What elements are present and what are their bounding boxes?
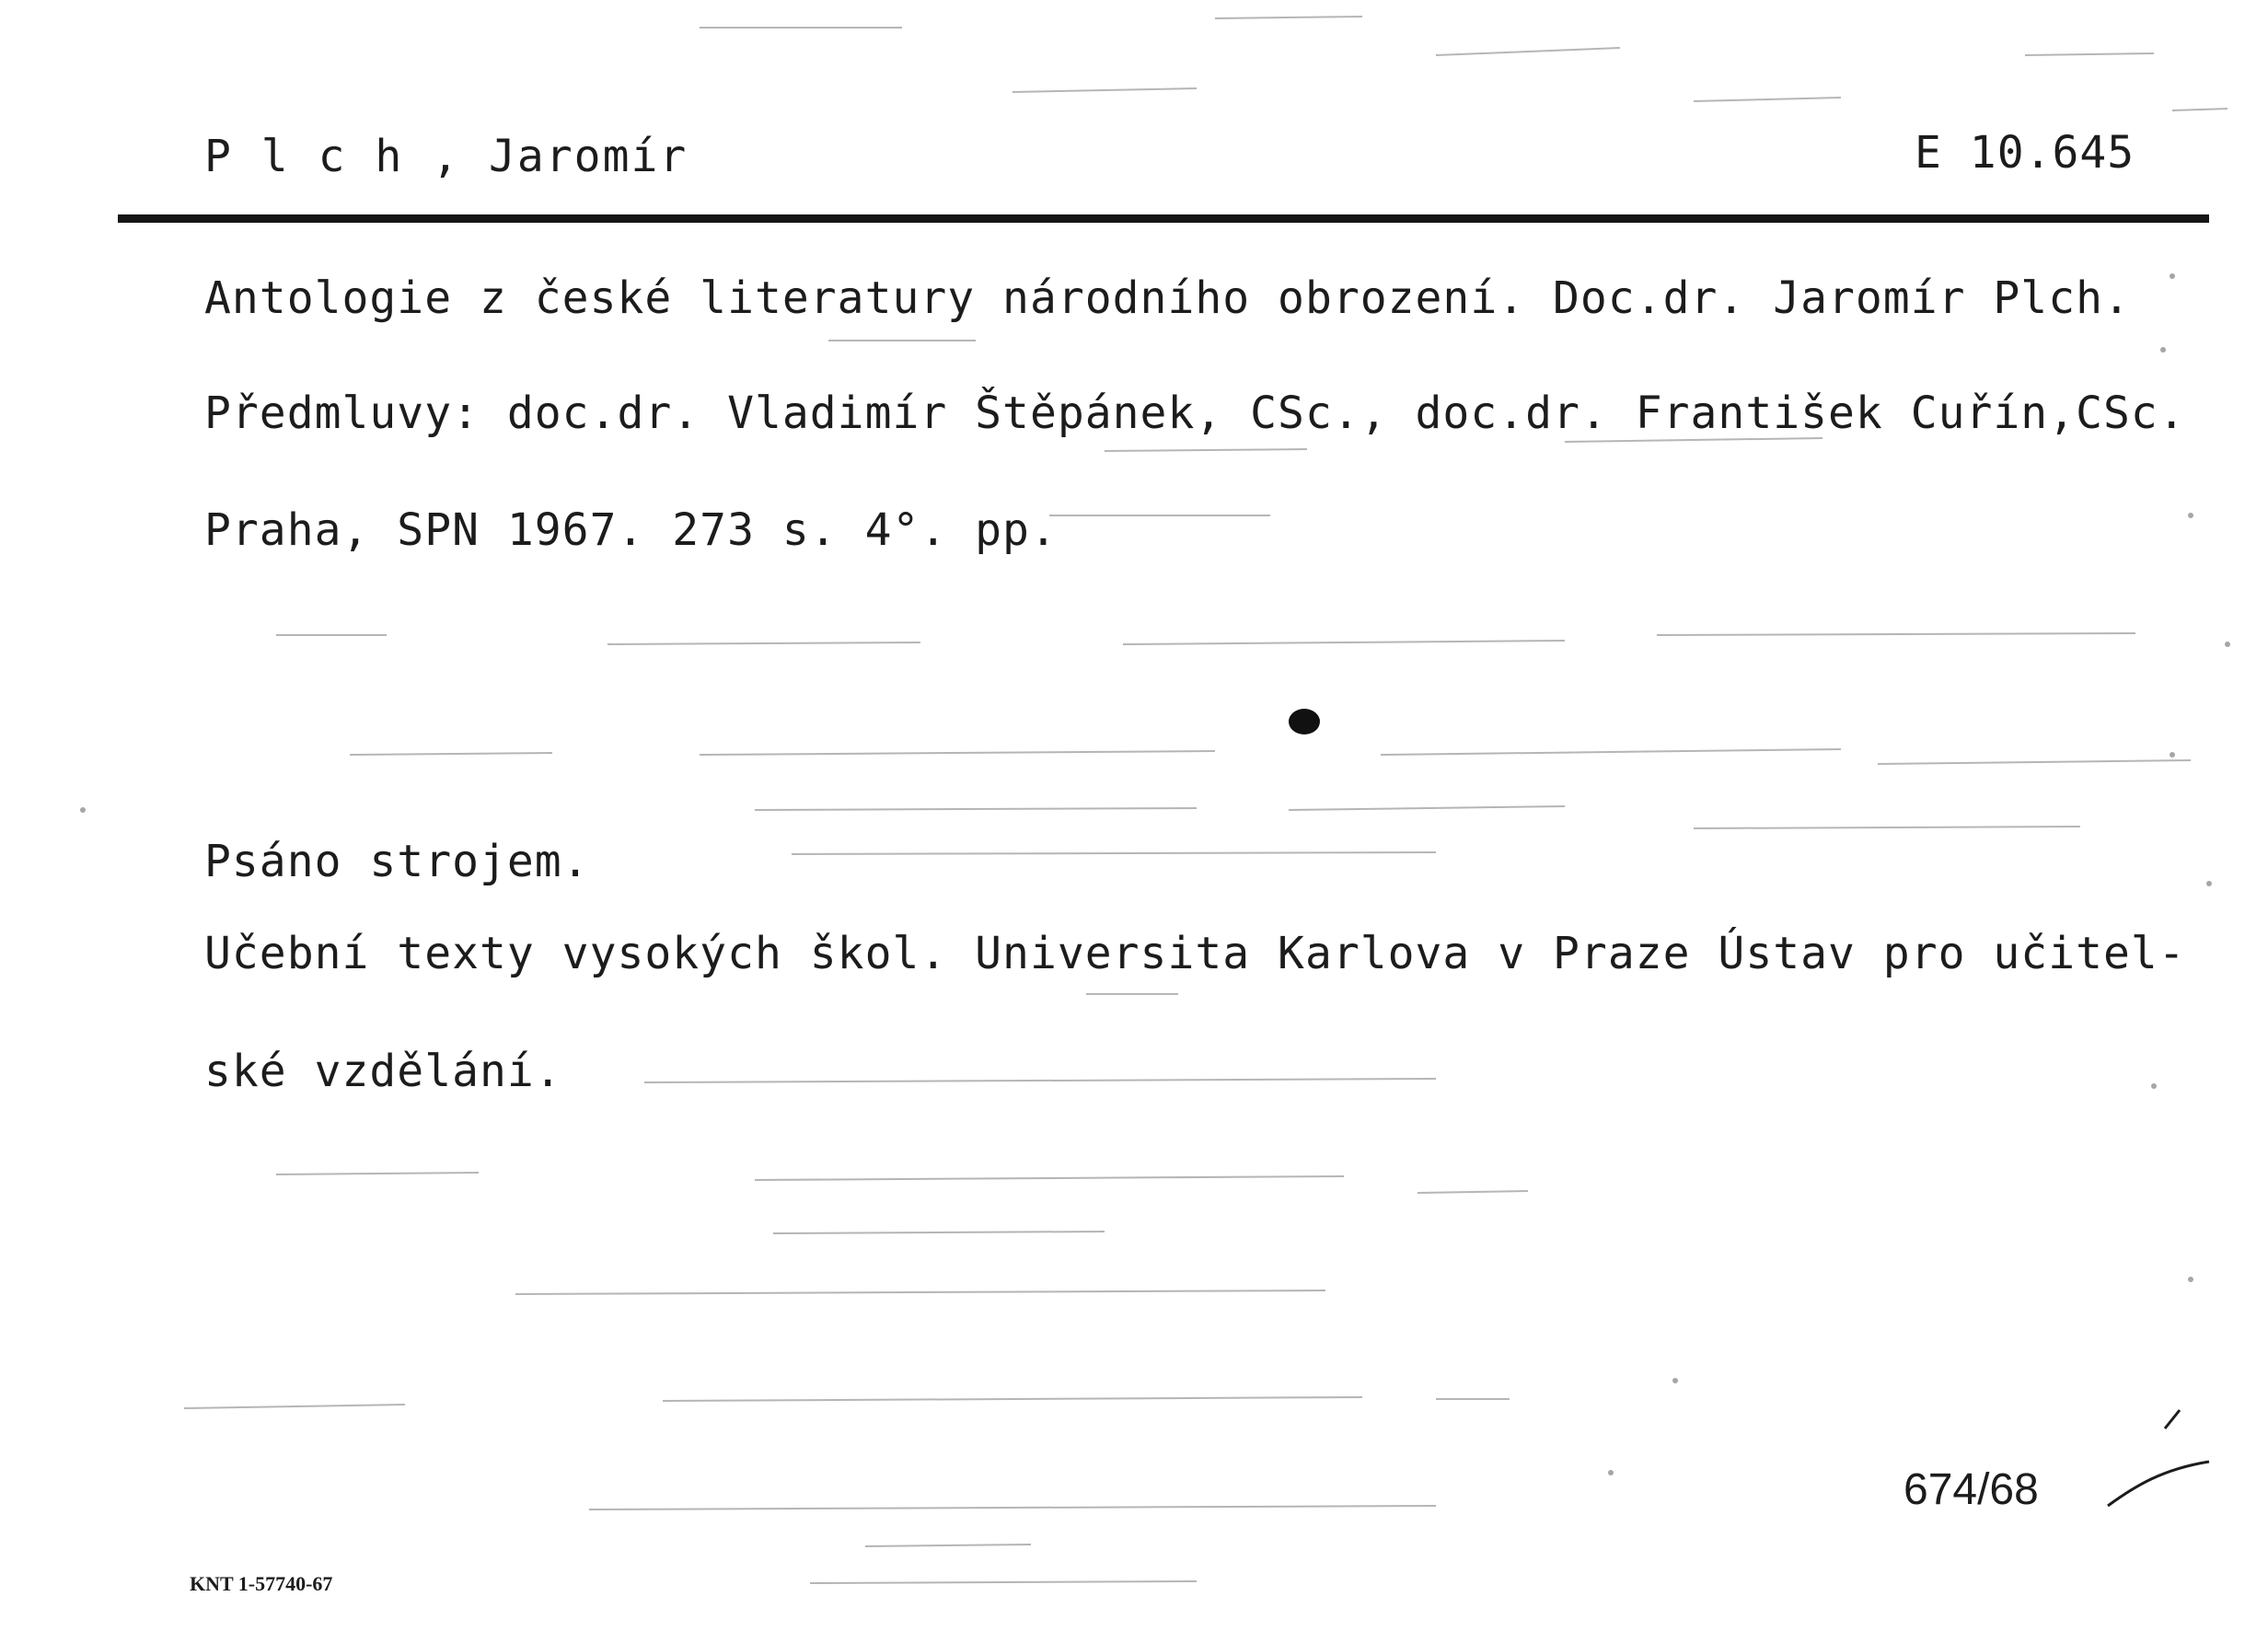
call-number: E 10.645 (1915, 127, 2135, 179)
note-typewritten: Psáno strojem. (204, 836, 590, 887)
series-note-line-1: Učební texty vysokých škol. Universita Karlova v Praze Ústav pro učitel- (204, 928, 2186, 979)
series-note-line-2: ské vzdělání. (204, 1046, 562, 1097)
accession-number: 674/68 (1904, 1465, 2039, 1514)
ink-blot (1289, 709, 1320, 735)
imprint-line: Praha, SPN 1967. 273 s. 4°. pp. (204, 504, 1058, 556)
heading-rule (118, 214, 2209, 223)
preface-line: Předmluvy: doc.dr. Vladimír Štěpánek, CSc., doc.dr. František Cuřín,CSc. (204, 388, 2186, 439)
title-line: Antologie z české literatury národního obrození. Doc.dr. Jaromír Plch. (204, 272, 2131, 324)
author-heading: P l c h , Jaromír (204, 131, 688, 182)
printer-mark: KNT 1-57740-67 (190, 1572, 333, 1595)
